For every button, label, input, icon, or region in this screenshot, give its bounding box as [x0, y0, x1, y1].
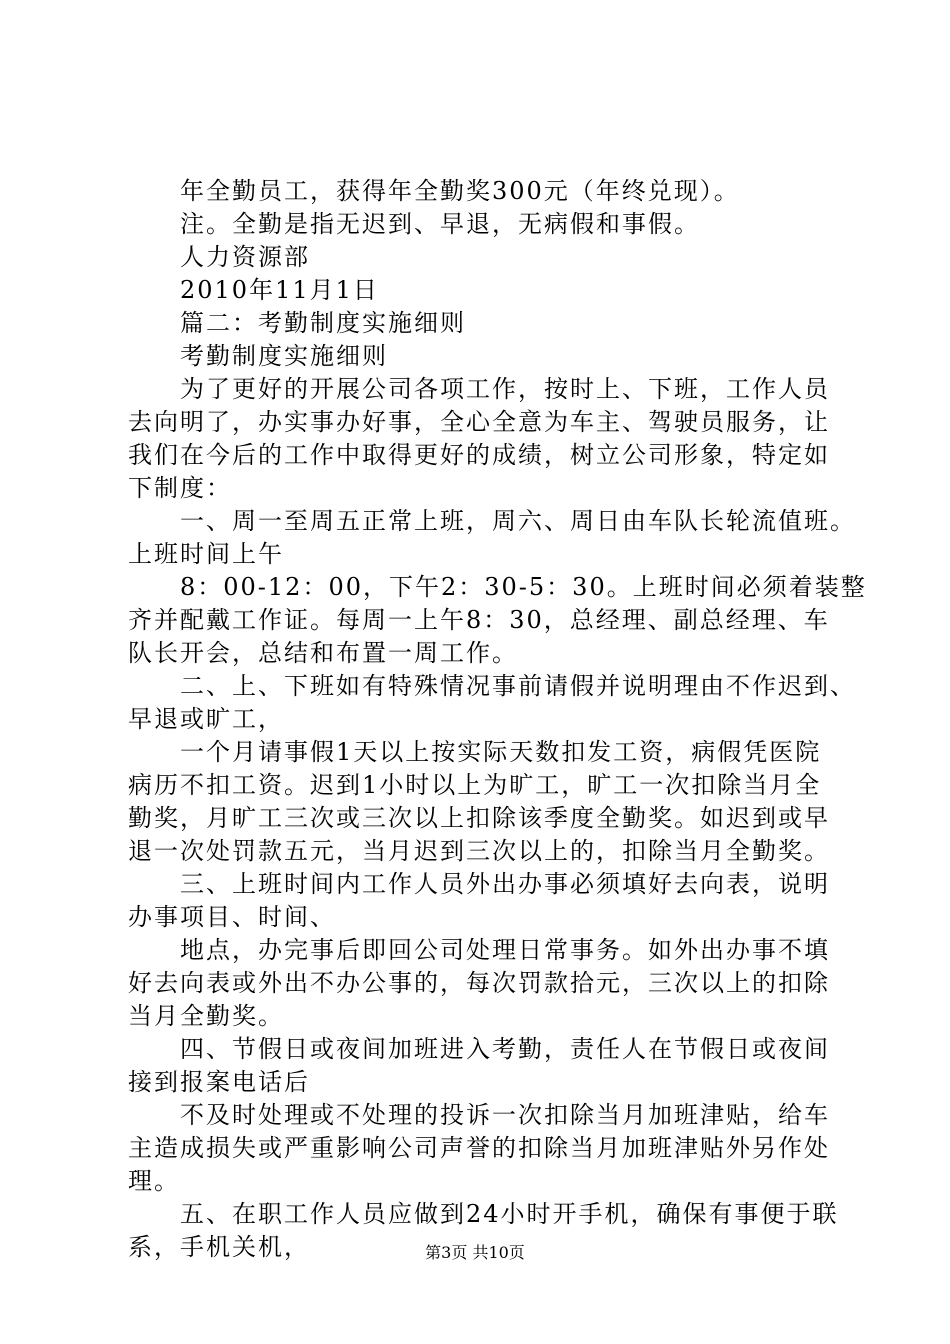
text-line: 队长开会，总结和布置一周工作。 [128, 639, 518, 667]
text-line: 年全勤员工，获得年全勤奖300元（年终兑现）。 [180, 177, 740, 205]
text-line: 办事项目、时间、 [128, 903, 336, 931]
text-line: 一、周一至周五正常上班，周六、周日由车队长轮流值班。 [180, 507, 856, 535]
document-body [128, 175, 867, 1264]
page-number-footer: 第3页 共10页 [425, 1243, 525, 1262]
text-line: 五、在职工作人员应做到24小时开手机，确保有事便于联 [180, 1200, 839, 1228]
text-line: 注。全勤是指无迟到、早退，无病假和事假。 [180, 210, 700, 238]
text-line: 主造成损失或严重影响公司声誉的扣除当月加班津贴外另作处 [128, 1134, 830, 1162]
text-line: 退一次处罚款五元，当月迟到三次以上的，扣除当月全勤奖。 [128, 837, 830, 865]
text-line: 8：00-12：00，下午2：30-5：30。上班时间必须着装整 [180, 573, 867, 601]
text-line: 二、上、下班如有特殊情况事前请假并说明理由不作迟到、 [180, 672, 856, 700]
text-line: 一个月请事假1天以上按实际天数扣发工资，病假凭医院 [180, 738, 822, 766]
text-line: 去向明了，办实事办好事，全心全意为车主、驾驶员服务，让 [128, 408, 830, 436]
text-line: 病历不扣工资。迟到1小时以上为旷工，旷工一次扣除当月全 [128, 771, 822, 799]
text-line: 齐并配戴工作证。每周一上午8：30，总经理、副总经理、车 [128, 606, 830, 634]
text-line: 勤奖，月旷工三次或三次以上扣除该季度全勤奖。如迟到或早 [128, 804, 830, 832]
text-line: 下制度： [128, 474, 232, 502]
text-line: 考勤制度实施细则 [180, 342, 388, 370]
text-line: 上班时间上午 [128, 540, 284, 568]
text-line: 人力资源部 [180, 243, 310, 271]
text-line: 篇二：考勤制度实施细则 [180, 309, 466, 337]
text-line: 地点，办完事后即回公司处理日常事务。如外出办事不填 [180, 936, 830, 964]
text-line: 2010年11月1日 [180, 276, 379, 304]
text-line: 我们在今后的工作中取得更好的成绩，树立公司形象，特定如 [128, 441, 830, 469]
text-line: 当月全勤奖。 [128, 1002, 284, 1030]
text-line: 接到报案电话后 [128, 1068, 310, 1096]
text-line: 为了更好的开展公司各项工作，按时上、下班，工作人员 [180, 375, 830, 403]
text-line: 理。 [128, 1167, 180, 1195]
text-line: 好去向表或外出不办公事的，每次罚款拾元，三次以上的扣除 [128, 969, 830, 997]
text-line: 三、上班时间内工作人员外出办事必须填好去向表，说明 [180, 870, 830, 898]
text-line: 四、节假日或夜间加班进入考勤，责任人在节假日或夜间 [180, 1035, 830, 1063]
text-line: 不及时处理或不处理的投诉一次扣除当月加班津贴，给车 [180, 1101, 830, 1129]
text-line: 系，手机关机， [128, 1233, 310, 1261]
text-line: 早退或旷工， [128, 705, 284, 733]
